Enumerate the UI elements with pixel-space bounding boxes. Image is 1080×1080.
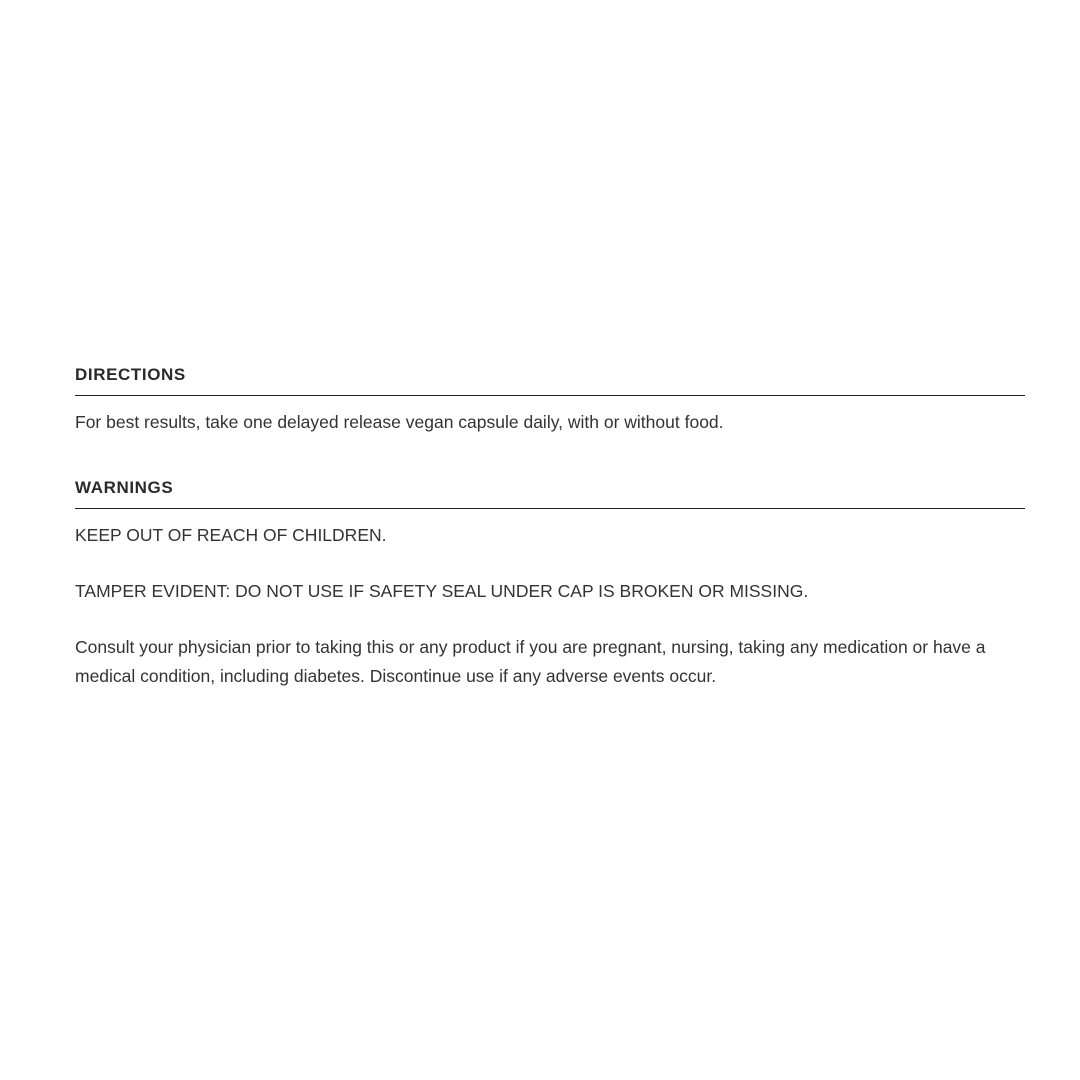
directions-heading: DIRECTIONS — [75, 364, 1025, 396]
warnings-body — [75, 521, 1025, 691]
warning-tamper-evident: TAMPER EVIDENT: DO NOT USE IF SAFETY SEAL UNDER CAP IS BROKEN OR MISSING. — [75, 581, 809, 601]
warnings-section — [75, 477, 1025, 691]
directions-section — [75, 364, 1025, 437]
warning-children: KEEP OUT OF REACH OF CHILDREN. — [75, 525, 387, 545]
warning-consult-physician: Consult your physician prior to taking this or any product if you are pregnant, nursing, taking any medication or have a medical condition, including diabetes. Discontinue use if any adverse events occur. — [75, 637, 986, 686]
warnings-heading: WARNINGS — [75, 477, 1025, 509]
directions-text: For best results, take one delayed release vegan capsule daily, with or without food. — [75, 412, 724, 432]
label-content — [75, 364, 1025, 691]
